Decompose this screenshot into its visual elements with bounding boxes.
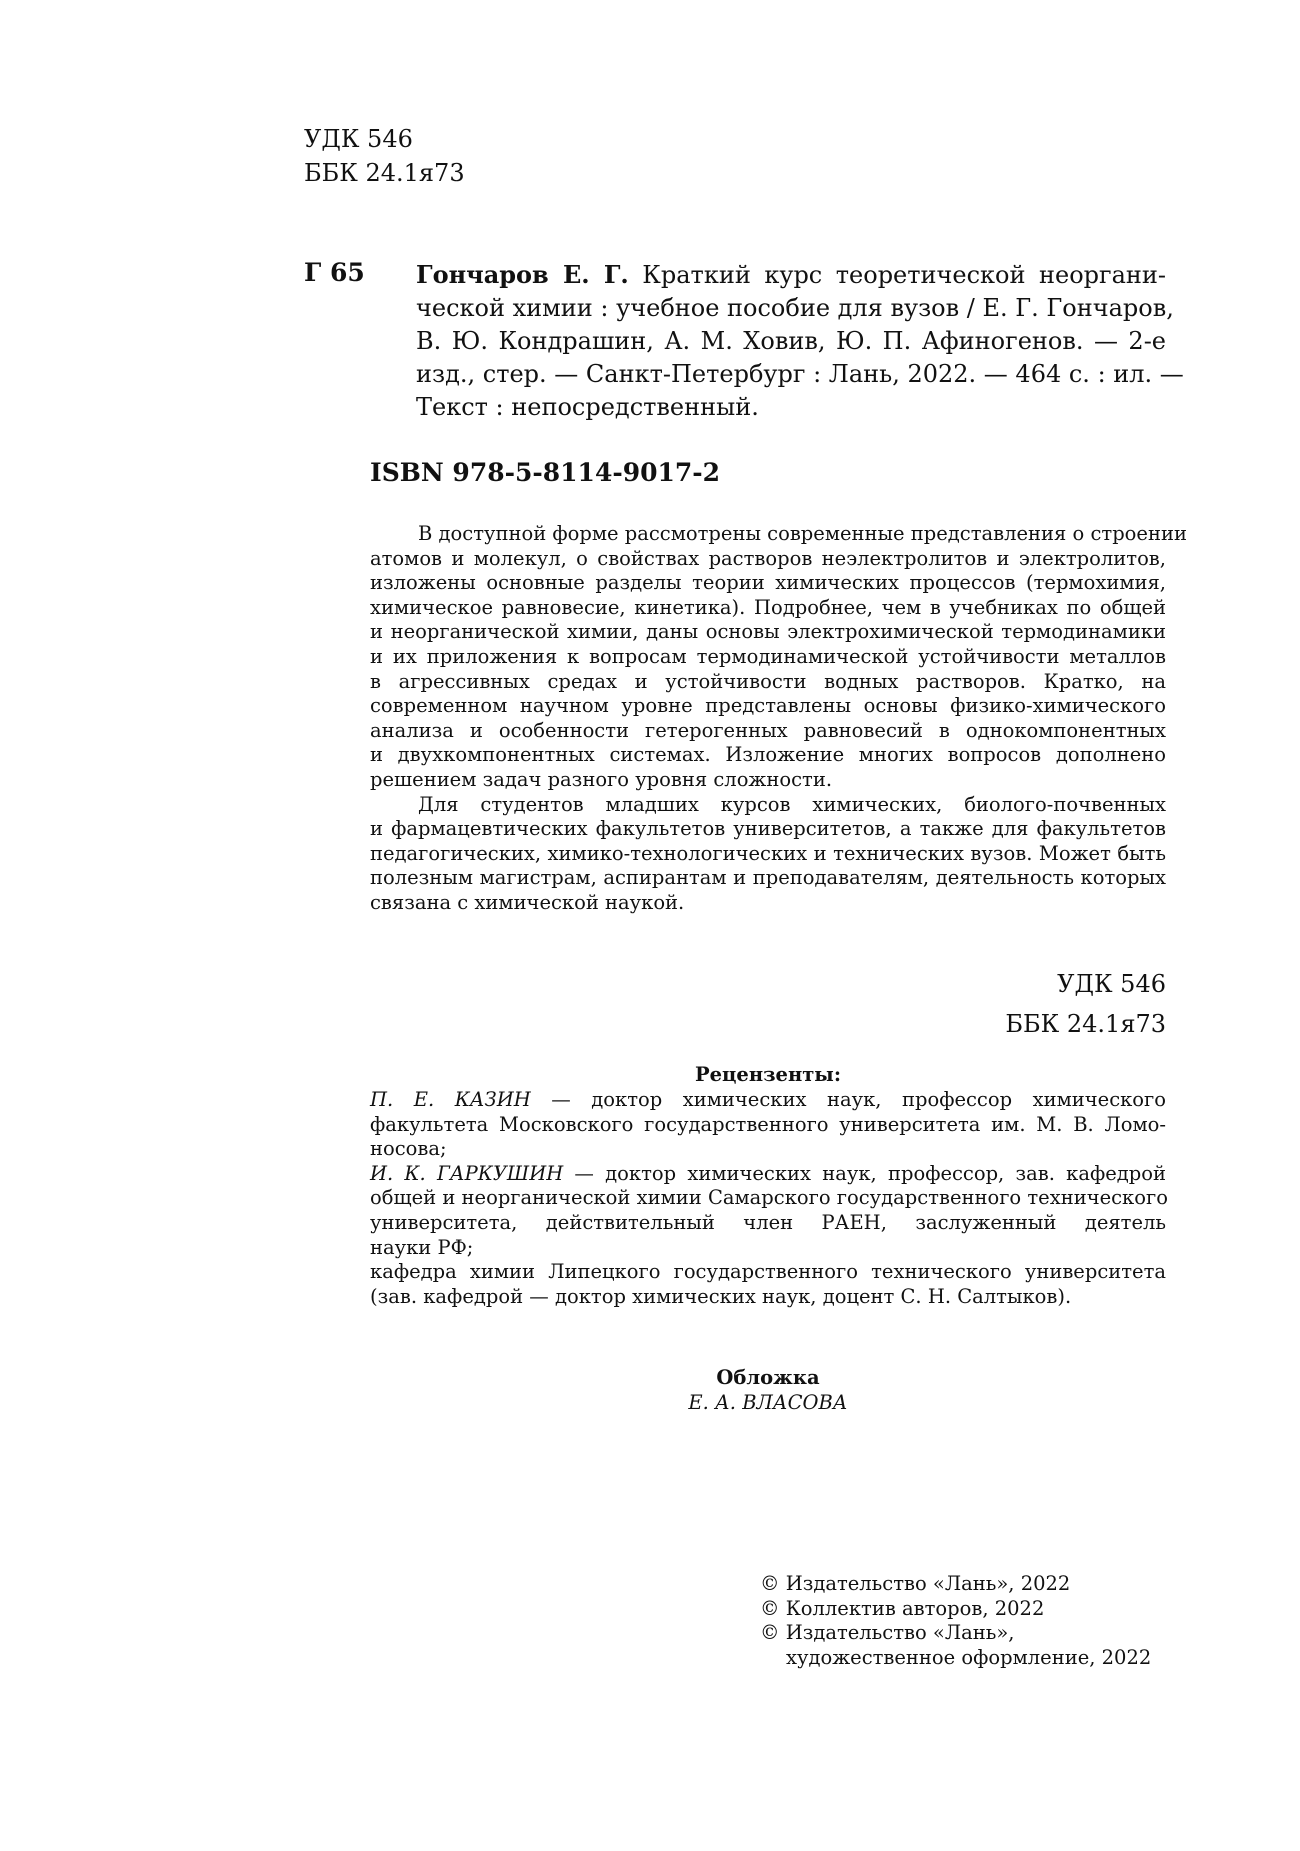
reviewer-line: факультета Московского государственного университета им. М. В. Ломо- bbox=[370, 1112, 1166, 1136]
author-mark: Г 65 bbox=[304, 258, 365, 287]
annotation-line: В доступной форме рассмотрены современные представления о строении bbox=[418, 522, 1187, 545]
copyright-line: художественное оформление, 2022 bbox=[786, 1645, 1152, 1669]
reviewer-line: (зав. кафедрой — доктор химических наук, доцент С. Н. Салтыков). bbox=[370, 1284, 1072, 1308]
reviewer-line: кафедра химии Липецкого государственного технического университета bbox=[370, 1260, 1166, 1284]
annotation-line: полезным магистрам, аспирантам и преподавателям, деятельность которых bbox=[370, 866, 1166, 890]
udk-code: УДК 546 bbox=[1057, 970, 1166, 998]
reviewer-text: — доктор химических наук, профессор химического bbox=[530, 1088, 1166, 1111]
classification-codes-bottom bbox=[1005, 964, 1166, 1044]
annotation-line: и их приложения к вопросам термодинамической устойчивости металлов bbox=[370, 644, 1166, 668]
bibliographic-record bbox=[416, 258, 1184, 424]
annotation-line: и фармацевтических факультетов университетов, а также для факультетов bbox=[370, 817, 1166, 841]
annotation-line: связана с химической наукой. bbox=[370, 890, 685, 914]
biblio-line-2: ческой химии : учебное пособие для вузов / Е. Г. Гончаров, bbox=[416, 294, 1174, 322]
annotation-line: химическое равновесие, кинетика). Подробнее, чем в учебниках по общей bbox=[370, 595, 1166, 619]
annotation bbox=[370, 522, 1187, 916]
reviewer-line: общей и неорганической химии Самарского государственного технического bbox=[370, 1186, 1168, 1210]
biblio-line-1 bbox=[416, 258, 1166, 292]
reviewer-line bbox=[370, 1088, 1166, 1113]
annotation-line: современном научном уровне представлены основы физико-химического bbox=[370, 694, 1166, 718]
biblio-line-3: В. Ю. Кондрашин, А. М. Ховив, Ю. П. Афиногенов. — 2-е bbox=[416, 327, 1166, 355]
reviewers-heading: Рецензенты: bbox=[694, 1063, 842, 1086]
reviewer-line: университета, действительный член РАЕН, заслуженный деятель bbox=[370, 1210, 1166, 1234]
book-author: Гончаров Е. Г. bbox=[416, 260, 629, 289]
cover-heading: Обложка bbox=[716, 1366, 820, 1389]
annotation-line: Для студентов младших курсов химических, биолого-почвенных bbox=[418, 792, 1166, 816]
annotation-line: и двухкомпонентных системах. Изложение многих вопросов дополнено bbox=[370, 743, 1166, 767]
reviewer-name: П. Е. КАЗИН bbox=[370, 1088, 531, 1111]
biblio-line-5: Текст : непосредственный. bbox=[416, 393, 759, 421]
annotation-line: в агрессивных средах и устойчивости водных растворов. Кратко, на bbox=[370, 669, 1166, 693]
book-title-start: Краткий курс теоретической неоргани- bbox=[628, 261, 1166, 289]
copyright-line: © Коллектив авторов, 2022 bbox=[760, 1596, 1045, 1620]
annotation-line: изложены основные разделы теории химических процессов (термохимия, bbox=[370, 571, 1166, 595]
bbk-code: ББК 24.1я73 bbox=[304, 159, 465, 187]
copyright-line: © Издательство «Лань», bbox=[760, 1621, 1015, 1645]
reviewer-line: науки РФ; bbox=[370, 1235, 474, 1259]
reviewer-text: — доктор химических наук, профессор, зав. кафедрой bbox=[563, 1161, 1166, 1185]
annotation-line: и неорганической химии, даны основы электрохимической термодинамики bbox=[370, 620, 1166, 644]
annotation-line: педагогических, химико-технологических и технических вузов. Может быть bbox=[370, 841, 1166, 865]
udk-code: УДК 546 bbox=[304, 125, 413, 153]
isbn: ISBN 978-5-8114-9017-2 bbox=[370, 458, 721, 487]
annotation-line: атомов и молекул, о свойствах растворов неэлектролитов и электролитов, bbox=[370, 546, 1166, 570]
reviewer-line bbox=[370, 1162, 1166, 1187]
annotation-line: решением задач разного уровня сложности. bbox=[370, 767, 833, 791]
bbk-code: ББК 24.1я73 bbox=[1005, 1010, 1166, 1038]
biblio-line-4: изд., стер. — Санкт-Петербург : Лань, 2022. — 464 с. : ил. — bbox=[416, 360, 1184, 388]
reviewer-line: носова; bbox=[370, 1137, 447, 1161]
copyright-block bbox=[760, 1572, 1151, 1670]
reviewers-list bbox=[370, 1088, 1166, 1309]
annotation-line: анализа и особенности гетерогенных равновесий в однокомпонентных bbox=[370, 718, 1166, 742]
classification-codes-top bbox=[304, 122, 465, 190]
copyright-line: © Издательство «Лань», 2022 bbox=[760, 1572, 1071, 1595]
cover-designer: Е. А. ВЛАСОВА bbox=[688, 1391, 848, 1414]
reviewer-name: И. К. ГАРКУШИН bbox=[370, 1161, 564, 1185]
